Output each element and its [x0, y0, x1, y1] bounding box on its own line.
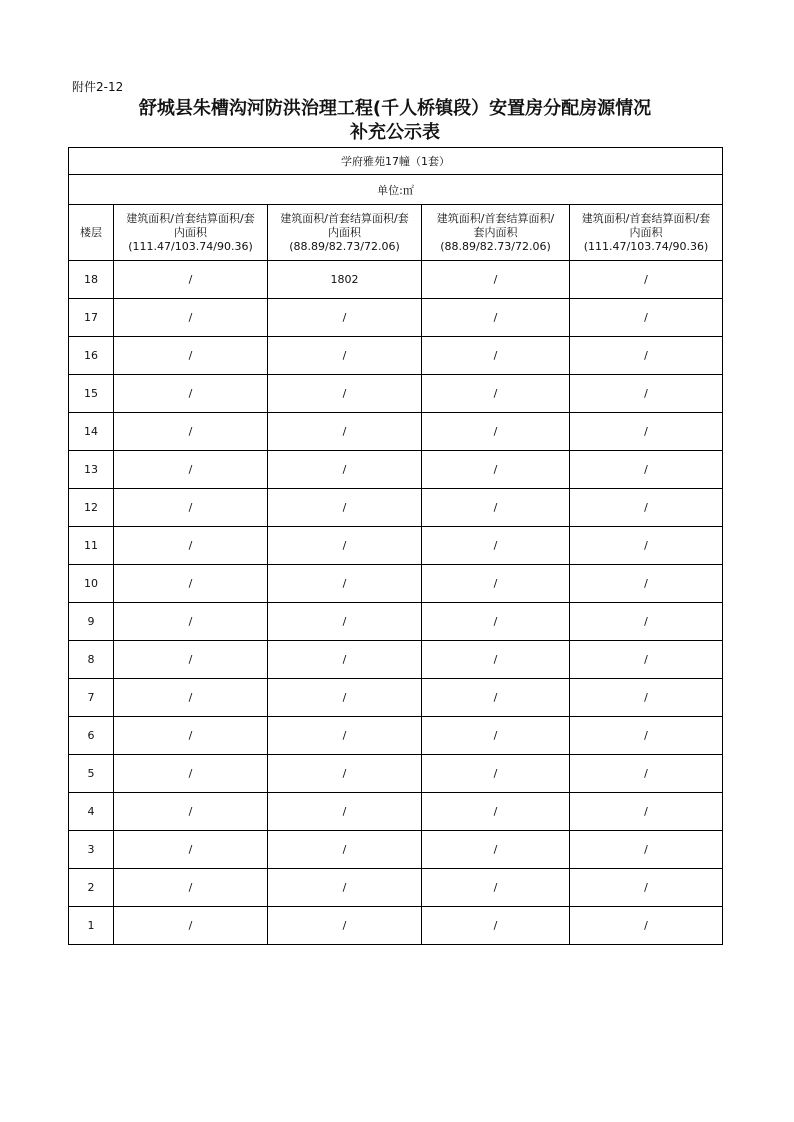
column-header-spec: (111.47/103.74/90.36)	[583, 239, 709, 253]
unit-cell: /	[422, 869, 570, 907]
unit-cell: /	[268, 831, 422, 869]
unit-cell: /	[268, 755, 422, 793]
column-header-line1: 建筑面积/首套结算面积/	[436, 211, 555, 225]
table-row	[69, 679, 723, 717]
unit-cell: /	[570, 831, 723, 869]
column-header	[268, 205, 422, 261]
unit-cell: /	[268, 565, 422, 603]
unit-cell: /	[570, 869, 723, 907]
unit-cell: /	[268, 907, 422, 945]
floor-cell: 7	[69, 679, 114, 717]
table-row	[69, 451, 723, 489]
unit-cell: /	[268, 299, 422, 337]
project-row	[69, 148, 723, 175]
unit-cell: /	[114, 299, 268, 337]
unit-cell: /	[422, 679, 570, 717]
unit-cell: /	[114, 869, 268, 907]
floor-cell: 14	[69, 413, 114, 451]
unit-row	[69, 175, 723, 205]
table-row	[69, 717, 723, 755]
table-row	[69, 831, 723, 869]
table-row	[69, 261, 723, 299]
unit-cell: /	[422, 375, 570, 413]
unit-cell: /	[114, 527, 268, 565]
unit-cell: /	[268, 869, 422, 907]
project-name: 学府雅苑17幢（1套）	[69, 148, 723, 175]
unit-cell: /	[268, 413, 422, 451]
table-row	[69, 793, 723, 831]
header-row	[69, 205, 723, 261]
unit-cell: /	[570, 793, 723, 831]
column-header-line2: 内面积	[328, 225, 361, 239]
unit-cell: /	[570, 603, 723, 641]
floor-cell: 18	[69, 261, 114, 299]
table-row	[69, 337, 723, 375]
unit-cell: /	[422, 755, 570, 793]
page-subtitle: 补充公示表	[350, 122, 440, 143]
unit-cell: /	[570, 527, 723, 565]
unit-cell: /	[114, 413, 268, 451]
unit-cell: /	[268, 679, 422, 717]
column-header	[570, 205, 723, 261]
unit-cell: /	[422, 261, 570, 299]
floor-cell: 4	[69, 793, 114, 831]
unit-cell: /	[422, 489, 570, 527]
floor-cell: 10	[69, 565, 114, 603]
unit-cell: /	[114, 907, 268, 945]
unit-cell: /	[570, 717, 723, 755]
unit-cell: /	[570, 261, 723, 299]
table-row	[69, 489, 723, 527]
unit-cell: /	[570, 641, 723, 679]
unit-cell: /	[268, 717, 422, 755]
unit-cell: /	[268, 375, 422, 413]
page-title: 舒城县朱槽沟河防洪治理工程(千人桥镇段）安置房分配房源情况	[138, 98, 652, 119]
unit-cell: /	[268, 451, 422, 489]
unit-cell: /	[268, 337, 422, 375]
table-row	[69, 755, 723, 793]
table-row	[69, 299, 723, 337]
floor-cell: 15	[69, 375, 114, 413]
unit-cell: /	[570, 489, 723, 527]
unit-cell: /	[422, 907, 570, 945]
floor-cell: 16	[69, 337, 114, 375]
floor-cell: 3	[69, 831, 114, 869]
floor-cell: 9	[69, 603, 114, 641]
column-header-line2: 套内面积	[473, 225, 518, 239]
unit-cell: /	[422, 527, 570, 565]
table-row	[69, 603, 723, 641]
unit-cell: /	[570, 413, 723, 451]
unit-cell: /	[114, 755, 268, 793]
floor-cell: 12	[69, 489, 114, 527]
floor-header: 楼层	[69, 205, 114, 261]
unit-cell: /	[114, 641, 268, 679]
unit-cell: /	[570, 907, 723, 945]
unit-cell: /	[114, 793, 268, 831]
unit-cell: 1802	[268, 261, 422, 299]
unit-cell: /	[570, 565, 723, 603]
unit-cell: /	[114, 831, 268, 869]
floor-cell: 17	[69, 299, 114, 337]
floor-cell: 8	[69, 641, 114, 679]
unit-cell: /	[422, 451, 570, 489]
unit-cell: /	[114, 717, 268, 755]
unit-cell: /	[422, 793, 570, 831]
unit-cell: /	[570, 679, 723, 717]
floor-cell: 13	[69, 451, 114, 489]
column-header-line2: 内面积	[629, 225, 663, 239]
unit-cell: /	[114, 451, 268, 489]
column-header-line1: 建筑面积/首套结算面积/套	[581, 211, 711, 225]
table-row	[69, 375, 723, 413]
unit-cell: /	[570, 299, 723, 337]
column-header-line1: 建筑面积/首套结算面积/套	[280, 211, 409, 225]
unit-cell: /	[422, 299, 570, 337]
column-header-spec: (88.89/82.73/72.06)	[440, 239, 551, 253]
unit-cell: /	[422, 831, 570, 869]
unit-label: 单位:㎡	[69, 175, 723, 205]
unit-cell: /	[114, 679, 268, 717]
unit-cell: /	[422, 413, 570, 451]
unit-cell: /	[114, 337, 268, 375]
column-header	[422, 205, 570, 261]
unit-cell: /	[268, 793, 422, 831]
unit-cell: /	[268, 489, 422, 527]
unit-cell: /	[570, 337, 723, 375]
floor-cell: 11	[69, 527, 114, 565]
unit-cell: /	[268, 603, 422, 641]
unit-cell: /	[570, 375, 723, 413]
unit-cell: /	[268, 641, 422, 679]
unit-cell: /	[570, 755, 723, 793]
unit-cell: /	[114, 261, 268, 299]
unit-cell: /	[114, 489, 268, 527]
unit-cell: /	[422, 337, 570, 375]
floor-cell: 2	[69, 869, 114, 907]
unit-cell: /	[114, 565, 268, 603]
column-header-line1: 建筑面积/首套结算面积/套	[126, 211, 255, 225]
unit-cell: /	[114, 603, 268, 641]
column-header-spec: (111.47/103.74/90.36)	[128, 239, 253, 253]
table-row	[69, 413, 723, 451]
table-row	[69, 869, 723, 907]
housing-allocation-table	[68, 147, 723, 945]
column-header	[114, 205, 268, 261]
floor-cell: 1	[69, 907, 114, 945]
table-row	[69, 527, 723, 565]
floor-cell: 5	[69, 755, 114, 793]
table-row	[69, 907, 723, 945]
table-row	[69, 641, 723, 679]
unit-cell: /	[268, 527, 422, 565]
attachment-label: 附件2-12	[72, 80, 124, 94]
unit-cell: /	[422, 603, 570, 641]
unit-cell: /	[114, 375, 268, 413]
floor-cell: 6	[69, 717, 114, 755]
unit-cell: /	[422, 565, 570, 603]
table-row	[69, 565, 723, 603]
unit-cell: /	[422, 717, 570, 755]
column-header-spec: (88.89/82.73/72.06)	[289, 239, 400, 253]
unit-cell: /	[570, 451, 723, 489]
column-header-line2: 内面积	[174, 225, 207, 239]
unit-cell: /	[422, 641, 570, 679]
